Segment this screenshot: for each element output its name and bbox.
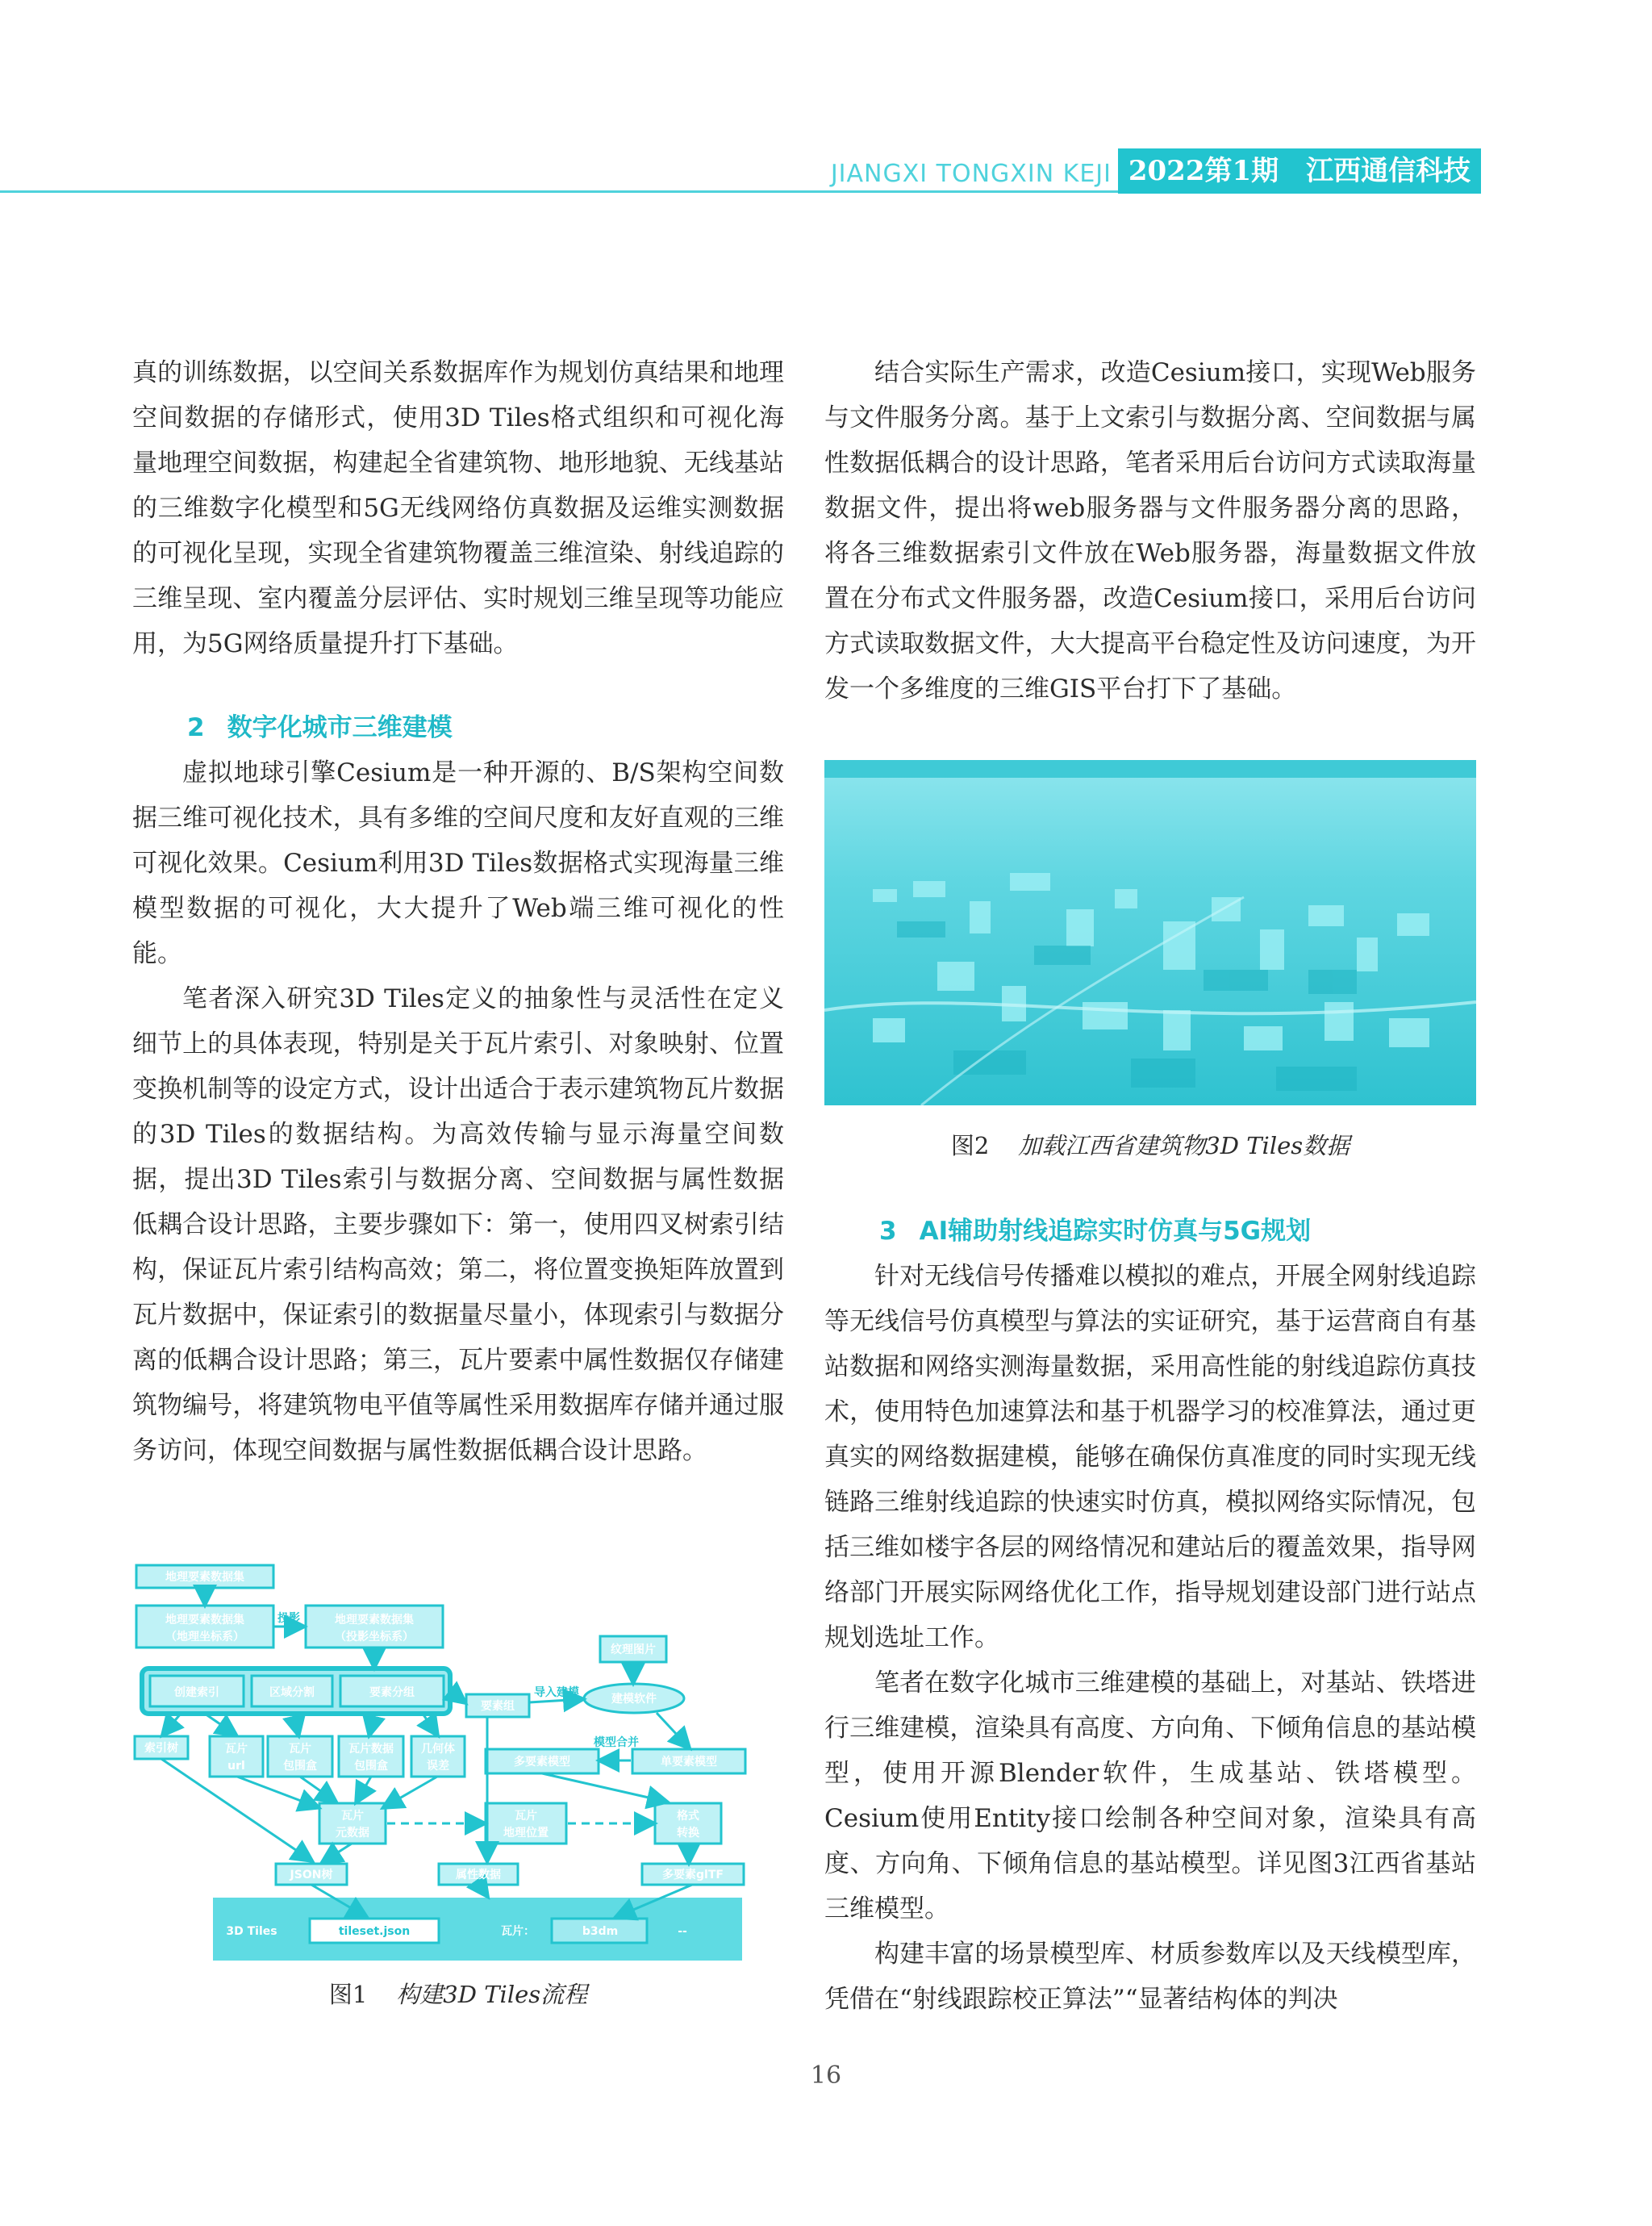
right-paragraph-3: 笔者在数字化城市三维建模的基础上，对基站、铁塔进行三维建模，渲染具有高度、方向角、下倾角信息的基站模型，使用开源Blender软件，生成基站、铁塔模型。Cesium使用Entity接口绘制各种空间对象，渲染具有高度、方向角、下倾角信息的基站模型。详见图3江西省基站三维模型。 [824,1668,1476,1923]
node-modeling-software: 建模软件 [611,1693,657,1706]
left-paragraph-2: 虚拟地球引擎Cesium是一种开源的、B/S架构空间数据三维可视化技术，具有多维的空间尺度和友好直观的三维可视化效果。Cesium利用3D Tiles数据格式实现海量三维模型数据的可视化，大大提升了Web端三维可视化的性能。 [132,758,784,968]
node-pos-line1: 瓦片 [515,1810,537,1823]
bar-tileset: tileset.json [338,1925,411,1938]
bar-label: 3D Tiles [226,1925,277,1938]
page-number: 16 [810,2061,842,2090]
node-bbox-line2: 包围盒 [283,1760,317,1773]
bar-dash: -- [678,1925,687,1938]
left-column [132,350,784,1473]
section-3-heading [824,1209,1476,1254]
left-paragraph-3: 笔者深入研究3D Tiles定义的抽象性与灵活性在定义细节上的具体表现，特别是关于瓦片索引、对象映射、位置变换机制等的设定方式，设计出适合于表示建筑物瓦片数据的3D Tiles的数据结构。为高效传输与显示海量空间数据，提出3D Tiles索引与数据分离、空间数据与属性数据低耦合设计思路，主要步骤如下：第一，使用四叉树索引结构，保证瓦片索引结构高效；第二，将位置变换矩阵放置到瓦片数据中，保证索引的数据量尽量小，体现索引与数据分离的低耦合设计思路；第三，瓦片要素中属性数据仅存储建筑物编号，将建筑物电平值等属性采用数据库存储并通过服务访问，体现空间数据与属性数据低耦合设计思路。 [132,984,784,1465]
node-index-tree: 索引树 [144,1742,178,1755]
node-gltf: 多要素glTF [662,1869,724,1881]
left-paragraph-1: 真的训练数据，以空间关系数据库作为规划仿真结果和地理空间数据的存储形式，使用3D Tiles格式组织和可视化海量地理空间数据，构建起全省建筑物、地形地貌、无线基站的三维数字化模型和5G无线网络仿真数据及运维实测数据的可视化呈现，实现全省建筑物覆盖三维渲染、射线追踪的三维呈现、室内覆盖分层评估、实时规划三维呈现等功能应用，为5G网络质量提升打下基础。 [132,358,784,658]
node-url-line2: url [227,1760,245,1773]
node-bbox-line1: 瓦片 [289,1743,311,1756]
edge-projection: 投影 [277,1612,300,1625]
node-pos-line2: 地理位置 [503,1827,549,1840]
node-fmt-line2: 转换 [677,1827,699,1840]
section-2-number: 2 [187,713,205,742]
journal-issue-box: 2022第1期 江西通信科技 [1118,148,1481,194]
section-3-number: 3 [879,1217,897,1246]
node-create-index: 创建索引 [174,1686,219,1699]
edge-import-modeling: 导入建模 [534,1686,579,1699]
journal-name-en: JIANGXI TONGXIN KEJI [830,160,1112,188]
node-proj-line2: （投影坐标系） [335,1631,414,1643]
node-meta-line1: 瓦片 [341,1810,364,1823]
node-source: 地理要素数据集 [165,1571,244,1584]
figure-2-caption [824,1128,1476,1161]
node-geo-line1: 地理要素数据集 [165,1614,244,1627]
node-proj-line1: 地理要素数据集 [335,1614,414,1627]
bar-b3dm: b3dm [582,1925,619,1938]
figure-2-image [824,760,1476,1105]
node-multi-model: 多要素模型 [514,1756,570,1769]
bar-tile: 瓦片： [501,1925,535,1938]
figure-1-number: 图1 [328,1981,368,2008]
right-paragraph-1: 结合实际生产需求，改造Cesium接口，实现Web服务与文件服务分离。基于上文索引与数据分离、空间数据与属性数据低耦合的设计思路，笔者采用后台访问方式读取海量数据文件，提出将web服务器与文件服务器分离的思路，将各三维数据索引文件放在Web服务器，海量数据文件放置在分布式文件服务器，改造Cesium接口，采用后台访问方式读取数据文件，大大提高平台稳定性及访问速度，为开发一个多维度的三维GIS平台打下了基础。 [824,358,1476,704]
node-region-split: 区域分割 [269,1686,315,1699]
right-column [824,350,1476,712]
node-dbbox-line2: 包围盒 [354,1760,388,1773]
flowchart [132,1557,784,1969]
node-json-tree: JSON树 [290,1869,333,1881]
node-geoerr-line2: 误差 [427,1760,449,1773]
edge-merge: 模型合并 [594,1736,639,1749]
node-dbbox-line1: 瓦片数据 [348,1743,394,1756]
figure-2-number: 图2 [950,1132,990,1159]
node-geo-line2: （地理坐标系） [165,1631,244,1643]
right-column-lower [824,1209,1476,2022]
node-single-model: 单要素模型 [661,1756,717,1769]
figure-2-title: 加载江西省建筑物3D Tiles数据 [1018,1132,1350,1159]
node-texture: 纹理图片 [611,1643,656,1656]
figure-1-caption [132,1977,784,2010]
right-paragraph-2: 针对无线信号传播难以模拟的难点，开展全网射线追踪等无线信号仿真模型与算法的实证研究，基于运营商自有基站数据和网络实测海量数据，采用高性能的射线追踪仿真技术，使用特色加速算法和基于机器学习的校准算法，通过更真实的网络数据建模，能够在确保仿真准度的同时实现无线链路三维射线追踪的快速实时仿真，模拟网络实际情况，包括三维如楼宇各层的网络情况和建站后的覆盖效果，指导网络部门开展实际网络优化工作，指导规划建设部门进行站点规划选址工作。 [824,1262,1476,1652]
city-3d-render [824,760,1476,1105]
section-2-heading [132,705,784,750]
right-paragraph-4: 构建丰富的场景模型库、材质参数库以及天线模型库，凭借在“射线跟踪校正算法”“显著结构体的判决 [824,1940,1476,2014]
section-3-title: AI辅助射线追踪实时仿真与5G规划 [919,1217,1312,1246]
node-attr-data: 属性数据 [456,1869,501,1881]
node-url-line1: 瓦片 [225,1743,248,1756]
node-feature-group: 要素分组 [369,1686,415,1699]
figure-1-title: 构建3D Tiles流程 [396,1981,588,2008]
node-geoerr-line1: 几何体 [421,1743,455,1756]
node-meta-line2: 元数据 [336,1827,369,1840]
figure-1-diagram [132,1557,784,1969]
section-2-title: 数字化城市三维建模 [227,713,453,742]
node-fmt-line1: 格式 [677,1810,699,1823]
node-element-group: 要素组 [481,1700,515,1713]
